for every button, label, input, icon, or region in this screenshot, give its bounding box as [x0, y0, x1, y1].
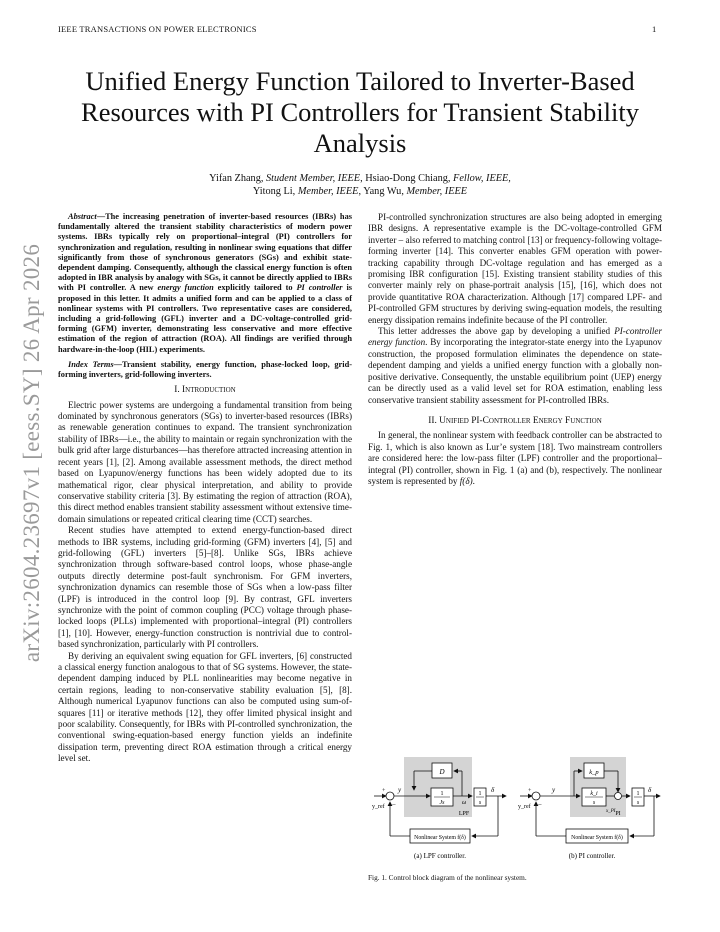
intro-paragraph-2: Recent studies have attempted to extend energy-function-based direct methods to IBR systems, including grid-forming (GFM) inverters [4], [5] and grid-following (GFL) inverters [5]–[8]. Unlike SGs, IBRs achieve synchronization through software-based control loops, whose phase-angle outputs directly determine post-fault synchronism. For GFM inverters, synchronization dynamics can resemble those of SGs when a low-pass filter (LPF) is introduced in the control loop [9]. By contrast, GFL inverters synchronize with the point of common coupling (PCC) voltage through phase-locked loops (PLLs) implemented with proportional–integral (PI) controllers [1], [10]. However, energy-function construction is nontrivial due to control-based synchronization, particularly with PI controllers.: [58, 525, 352, 650]
s2p1-b: .: [472, 475, 475, 486]
kp-text: k_p: [589, 769, 599, 776]
author-2-role: Fellow, IEEE,: [453, 173, 511, 184]
minus-a: −: [392, 801, 396, 809]
int-den-a: s: [478, 800, 482, 806]
pi-diagram: [518, 757, 660, 843]
abstract-em-1: energy function: [157, 283, 214, 293]
author-1-role: Student Member, IEEE: [266, 173, 361, 184]
delta-b: δ: [648, 786, 652, 794]
sum-junction-b: [532, 792, 540, 800]
author-3: Yitong Li,: [252, 186, 298, 197]
intro-paragraph-5: [368, 326, 662, 406]
d-text: D: [439, 768, 445, 776]
author-block: [80, 172, 640, 198]
yref-label-a: y_ref: [372, 804, 385, 810]
paper-title: Unified Energy Function Tailored to Inverter-Based Resources with PI Controllers for Transient Stability Analysis: [81, 66, 639, 158]
section-1-heading: I. Introduction: [174, 385, 236, 396]
running-header: IEEE TRANSACTIONS ON POWER ELECTRONICS: [58, 24, 257, 34]
abstract-em-2: PI controller: [296, 283, 343, 293]
intro-paragraph-1: Electric power systems are undergoing a fundamental transition from being dominated by synchronous generators (SGs) to inverter-based resources (IBRs) as renewable generation continues to expand. The transient synchronization stability of IBRs—i.e., the ability to maintain or regain synchronization with the bulk grid after large disturbances—has therefore attracted increasing attention in recent years [1], [2]. Among available assessment methods, the direct method based on Lyapunov/energy functions has been widely adopted due to its mathematical rigor, clear physical interpretation, and ability to provide conservative stability criteria [3]. By estimating the region of attraction (ROA), this direct method enables transient stability assessment without extensive time-domain simulations or repeated critical clearing time (CCT) searches.: [58, 399, 352, 524]
lpf-tag: LPF: [458, 811, 470, 817]
p5-a: This letter addresses the above gap by developing a unified: [378, 326, 615, 337]
page-number: 1: [652, 24, 657, 34]
nonlinear-b-text: Nonlinear System f(δ): [571, 835, 623, 841]
section-2-paragraph-1: [368, 430, 662, 487]
author-4: , Yang Wu,: [358, 186, 407, 197]
p5-em: PI-controller energy function: [368, 326, 662, 348]
index-terms-label: Index Terms: [68, 359, 114, 369]
omega-a: ω: [462, 800, 467, 806]
abstract-rest: is proposed in this letter. It admits a unified form and can be applied to a class of nonlinear systems with PI controllers. Two representative cases are considered, including a grid-following (GFL) inverter and a DC-voltage-controlled grid-forming (GFM) inverter, demonstrating less conservative and more effective estimation of the region of attraction (ROA). All findings are verified through hardware-in-the-loop (HIL) experiments.: [58, 283, 353, 354]
sum-junction-a: [386, 792, 394, 800]
figure-caption: Fig. 1. Control block diagram of the nonlinear system.: [368, 873, 527, 882]
plus-a: +: [382, 788, 386, 794]
nonlinear-a-text: Nonlinear System f(δ): [414, 835, 466, 841]
section-2-heading: II. Unified PI-Controller Energy Function: [428, 415, 602, 426]
abstract-text: —The increasing penetration of inverter-based resources (IBRs) has fundamentally altered the transient stability characteristics of modern power systems. IBRs typically rely on proportional–integral (PI) controllers for synchronization and regulation, resulting in nonlinear swing equations that differ significantly from those of synchronous generators (SGs) and exhibit state-dependent damping. Consequently, although the classical energy function is often adopted in IBR analysis by analogy with SGs, it cannot be directly applied to IBRs with PI controller. A new: [58, 212, 352, 293]
figure-1: [368, 752, 662, 882]
right-column: [368, 212, 662, 487]
ki-den: s: [592, 800, 596, 806]
intro-paragraph-4: PI-controlled synchronization structures are also being adopted in emerging IBR designs. A representative example is the DC-voltage-controlled GFM inverter – also referred to matching control [13] or frequency-following voltage-forming inverter [14]. This converter enables GFM operation with power-tracking capability through DC-voltage regulation and has emerged as a promising IBR configuration [15]. Existing transient stability studies of this converter mainly rely on phase-portrait analysis [15], [16], which does not provide quantitative ROA characterization. Although [17] compared LPF- and PI-controlled GFM structures by deriving swing-equation models, the resulting energy dissipation remains indefinite because of the PI controller.: [368, 212, 662, 325]
arxiv-id: arXiv:2604.23697v1 [eess.SY] 26 Apr 2026: [19, 243, 44, 663]
s2p1-a: In general, the nonlinear system with feedback controller can be abstracted to Fig. 1, which is also known as Lur’e system [18]. Two mainstream controllers are considered here: the low-pass filter (LPF) controller and the proportional–integral (PI) controller, shown in Fig. 1 (a) and (b), respectively. The nonlinear system is represented by: [368, 430, 662, 486]
s2p1-f: f(δ): [459, 475, 473, 486]
block-diagram: [368, 752, 662, 868]
js-num: 1: [440, 791, 444, 797]
intro-paragraph-3: By deriving an equivalent swing equation for GFL inverters, [6] constructed a classical energy function analogous to that of SG systems. However, the state-dependent damping induced by PLL nonlinearities may become negative in certain regions, leading to non-conservative stability evaluation [5], [8]. Although numerical Lyapunov functions can also be computed using sum-of-squares [11] or iterative methods [12], they offer limited physical insight and poor scalability. Consequently, for IBRs with PI-controlled synchronization, the conventional swing-equation-based energy function yields an indefinite dissipation term, preventing direct ROA estimation through a critical energy level set.: [58, 650, 352, 764]
lpf-diagram: [372, 757, 506, 843]
int-num-a: 1: [478, 791, 482, 797]
subcaption-b: (b) PI controller.: [568, 852, 616, 860]
index-terms: [58, 360, 352, 380]
yref-label-b: y_ref: [518, 804, 531, 810]
author-3-role: Member, IEEE: [297, 186, 359, 197]
delta-a: δ: [491, 786, 495, 794]
author-2: , Hsiao-Dong Chiang,: [360, 173, 454, 184]
arxiv-watermark: [19, 170, 44, 730]
index-terms-text: —Transient stability, energy function, phase-locked loop, grid-forming inverters, grid-following inverters.: [58, 359, 352, 380]
js-den: Js: [439, 800, 445, 806]
ki-num: k_i: [590, 791, 598, 797]
y-label-a: y: [398, 786, 402, 794]
plus-b: +: [528, 788, 532, 794]
author-4-role: Member, IEEE: [406, 186, 468, 197]
abstract: [58, 212, 352, 355]
author-1: Yifan Zhang,: [209, 173, 266, 184]
int-den-b: s: [636, 800, 640, 806]
int-num-b: 1: [636, 791, 640, 797]
sum-junction-pi: [615, 793, 622, 800]
y-label-b: y: [552, 786, 556, 794]
abstract-label: Abstract: [68, 212, 97, 221]
abstract-mid: explicitly tailored to: [213, 283, 297, 293]
left-column: [58, 212, 352, 765]
p5-b: . By incorporating the integrator-state energy into the Lyapunov construction, the proposed formulation eliminates the dependence on state-dependent damping and yields a unified energy function with a globally non-positive derivative. Consequently, the unstable equilibrium point (UEP) energy can be directly used as a valid level set for ROA estimation, enabling less conservative transient stability assessment for PI-controlled IBRs.: [368, 337, 662, 405]
minus-b: −: [538, 801, 542, 809]
subcaption-a: (a) LPF controller.: [414, 852, 466, 860]
pi-tag: PI: [615, 811, 621, 817]
xpi-label: x_PI: [606, 809, 616, 814]
